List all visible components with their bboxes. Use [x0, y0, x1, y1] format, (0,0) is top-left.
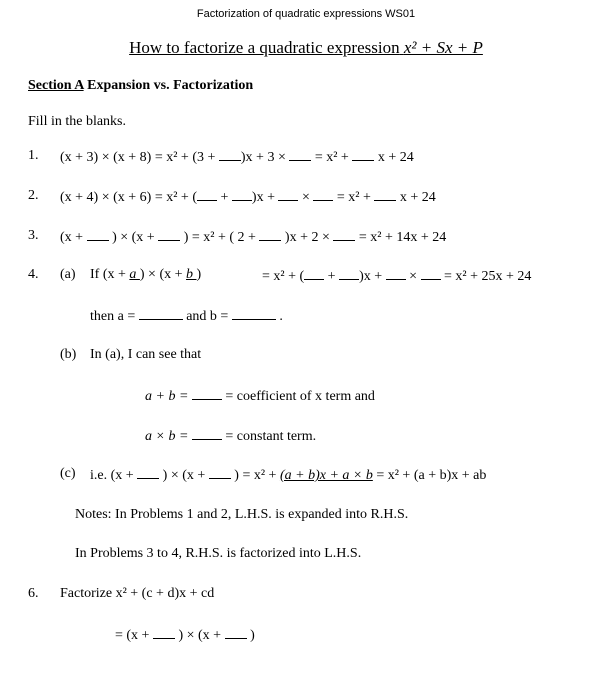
q4-period: . — [275, 309, 283, 324]
question-1 — [60, 148, 414, 166]
q4a-blank-1[interactable] — [304, 267, 324, 280]
q4c-blank-1[interactable] — [137, 466, 159, 479]
q4-sum-rhs: = coefficient of x term and — [221, 389, 375, 404]
q6-blank-2[interactable] — [225, 626, 247, 639]
section-heading — [28, 78, 253, 94]
q2-plus: + — [217, 190, 232, 205]
q3-blank-2[interactable] — [158, 228, 180, 241]
q2-blank-5[interactable] — [374, 188, 396, 201]
q4-sum-lhs: a + b = — [145, 389, 192, 404]
q2-blank-4[interactable] — [313, 188, 333, 201]
q2-end: x + 24 — [396, 190, 436, 205]
q4-sum-line — [145, 387, 375, 405]
q4a-rhs3: = x² + 25x + 24 — [440, 269, 532, 284]
q4c-end: = x² + (a + b)x + ab — [372, 468, 487, 483]
q3-blank-4[interactable] — [333, 228, 355, 241]
q4a-mid: ) × (x + — [139, 267, 187, 282]
question-6-number: 6. — [28, 586, 39, 601]
q4a-blank-3[interactable] — [386, 267, 406, 280]
section-title: Expansion vs. Factorization — [87, 78, 254, 93]
q4a-times: × — [405, 269, 421, 284]
q4-prod-rhs: = constant term. — [221, 429, 317, 444]
q4-b-text: In (a), I can see that — [90, 347, 202, 362]
q3-part-d: )x + 2 × — [281, 230, 334, 245]
q4-c-line — [90, 466, 486, 484]
q1-mid1: )x + 3 × — [240, 150, 290, 165]
q6-ans-b: ) × (x + — [174, 628, 225, 643]
q4-and-b: and b = — [182, 309, 232, 324]
question-4a-rhs — [262, 267, 531, 285]
q4c-ie: i.e. (x + — [90, 468, 138, 483]
q4-a-label: (a) — [60, 267, 76, 282]
q4a-if: If (x + — [90, 267, 130, 282]
q3-part-e: = x² + 14x + 24 — [355, 230, 447, 245]
q3-blank-3[interactable] — [259, 228, 281, 241]
worksheet-header: Factorization of quadratic expressions WS01 — [196, 8, 416, 20]
worksheet-title — [0, 38, 612, 58]
q2-lhs: (x + 4) × (x + 6) = x² + ( — [60, 190, 197, 205]
q2-blank-1[interactable] — [197, 188, 217, 201]
q4a-close: ) — [196, 267, 202, 282]
q4a-val-a: a — [129, 267, 140, 282]
q4-b-label: (b) — [60, 347, 77, 362]
q4-prod-lhs: a × b = — [145, 429, 192, 444]
q4-then-line — [90, 307, 283, 325]
q3-part-c: ) = x² + ( 2 + — [180, 230, 260, 245]
instruction: Fill in the blanks. — [28, 114, 126, 129]
q6-ans-a: = (x + — [115, 628, 153, 643]
q4a-rhs1: = x² + ( — [262, 269, 305, 284]
q4-prod-blank[interactable] — [192, 427, 222, 440]
q6-ans-c: ) — [246, 628, 255, 643]
q4-blank-a[interactable] — [139, 307, 183, 320]
q4c-mid: ) × (x + — [159, 468, 209, 483]
question-2-number: 2. — [28, 188, 39, 203]
question-4a-lhs — [90, 267, 201, 283]
q4-sum-blank[interactable] — [192, 387, 222, 400]
q2-mid1: )x + — [251, 190, 279, 205]
q4c-blank-2[interactable] — [209, 466, 231, 479]
q4-product-line — [145, 427, 316, 445]
q3-blank-1[interactable] — [87, 228, 109, 241]
q4a-rhs2: )x + — [359, 269, 386, 284]
q1-mid2: = x² + — [311, 150, 353, 165]
q1-end: x + 24 — [374, 150, 414, 165]
question-6-answer — [115, 626, 255, 644]
q2-times: × — [298, 190, 314, 205]
q4a-blank-4[interactable] — [421, 267, 441, 280]
question-6-text: Factorize x² + (c + d)x + cd — [60, 586, 215, 601]
q4a-plus: + — [324, 269, 340, 284]
question-3 — [60, 228, 446, 246]
q3-part-a: (x + — [60, 230, 87, 245]
q4a-blank-2[interactable] — [339, 267, 359, 280]
notes-line-2: In Problems 3 to 4, R.H.S. is factorized into L.H.S. — [75, 546, 362, 561]
q2-blank-3[interactable] — [278, 188, 298, 201]
title-text: How to factorize a quadratic expression — [129, 38, 400, 57]
q1-lhs: (x + 3) × (x + 8) = x² + (3 + — [60, 150, 219, 165]
section-label: Section A — [28, 78, 84, 93]
q2-mid2: = x² + — [333, 190, 375, 205]
question-3-number: 3. — [28, 228, 39, 243]
q1-blank-2[interactable] — [289, 148, 311, 161]
q3-part-b: ) × (x + — [108, 230, 159, 245]
question-1-number: 1. — [28, 148, 39, 163]
q1-blank-1[interactable] — [219, 148, 241, 161]
q6-blank-1[interactable] — [153, 626, 175, 639]
notes-line-1: Notes: In Problems 1 and 2, L.H.S. is expanded into R.H.S. — [75, 507, 409, 522]
q4-blank-b[interactable] — [232, 307, 276, 320]
q1-blank-3[interactable] — [352, 148, 374, 161]
q4a-val-b: b — [186, 267, 197, 282]
q4-c-label: (c) — [60, 466, 76, 481]
q4c-close: ) = x² + — [230, 468, 280, 483]
q4c-underlined: (a + b)x + a × b — [279, 468, 373, 483]
question-4-number: 4. — [28, 267, 39, 282]
q2-blank-2[interactable] — [232, 188, 252, 201]
question-2 — [60, 188, 436, 206]
title-expression: x² + Sx + P — [403, 38, 483, 57]
q4-then-a: then a = — [90, 309, 139, 324]
